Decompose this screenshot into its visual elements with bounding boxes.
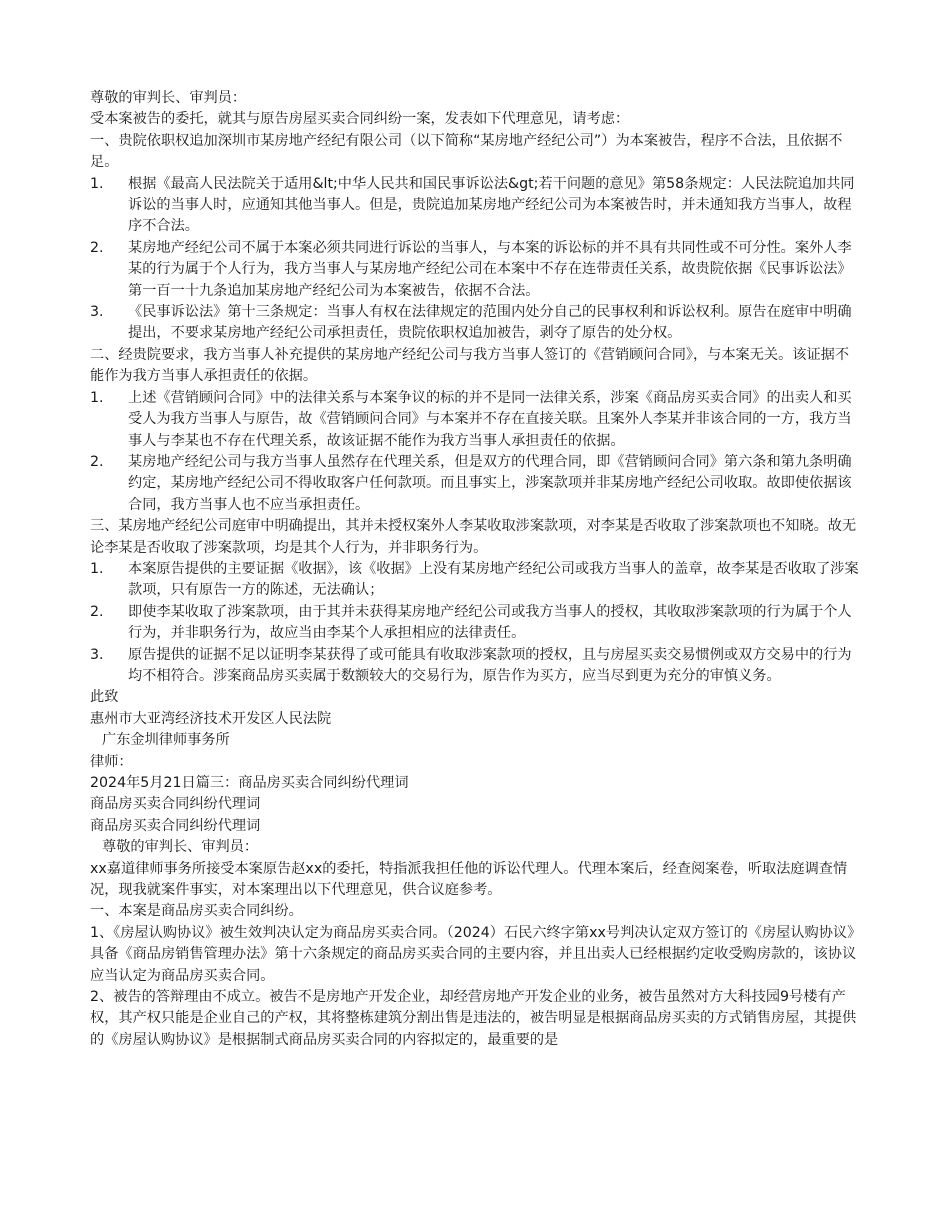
list-item bbox=[90, 602, 860, 645]
section-1-heading: 一、贵院依职权追加深圳市某房地产经纪有限公司（以下简称“某房地产经纪公司”）为本案被告，程序不合法，且依据不足。 bbox=[90, 132, 843, 171]
list-number: 2. bbox=[90, 603, 104, 620]
list-item bbox=[90, 452, 860, 516]
date-and-next-title: 2024年5月21日篇三：商品房买卖合同纠纷代理词 bbox=[90, 775, 409, 791]
list-text: 本案原告提供的主要证据《收据》，该《收据》上没有某房地产经纪公司或我方当事人的盖章，故李某是否收取了涉案款项，只有原告一方的陈述，无法确认； bbox=[128, 560, 859, 599]
list-item bbox=[90, 302, 860, 345]
list-number: 3. bbox=[90, 646, 104, 663]
list-item bbox=[90, 645, 860, 688]
list-number: 1. bbox=[90, 389, 104, 406]
list-text: 某房地产经纪公司与我方当事人虽然存在代理关系，但是双方的代理合同，即《营销顾问合同》第六条和第九条明确约定，某房地产经纪公司不得收取客户任何款项。而且事实上，涉案款项并非某房地产经纪公司收取。故即使依据该合同，我方当事人也不应当承担责任。 bbox=[128, 453, 852, 513]
list-text: 原告提供的证据不足以证明李某获得了或可能具有收取涉案款项的授权，且与房屋买卖交易惯例或双方交易中的行为均不相符合。涉案商品房买卖属于数额较大的交易行为，原告作为买方，应当尽到更为充分的审慎义务。 bbox=[128, 646, 852, 684]
list-number: 1. bbox=[90, 560, 104, 577]
law-firm-name: 广东金圳律师事务所 bbox=[102, 732, 230, 749]
section-heading: 一、本案是商品房买卖合同纠纷。 bbox=[90, 903, 303, 920]
intro-paragraph-2: xx嘉道律师事务所接受本案原告赵xx的委托，特指派我担任他的诉讼代理人。代理本案后，经查阅案卷，听取法庭调查情况，现我就案件事实，对本案理出以下代理意见，供合议庭参考。 bbox=[90, 860, 848, 899]
list-text: 根据《最高人民法院关于适用&lt;中华人民共和国民事诉讼法&gt;若干问题的意见》第58条规定：人民法院追加共同诉讼的当事人时，应通知其他当事人。但是，贵院追加某房地产经纪公司为本案被告时，并未通知我方当事人，故程序不合法。 bbox=[128, 175, 855, 235]
list-text: 《民事诉讼法》第十三条规定：当事人有权在法律规定的范围内处分自己的民事权利和诉讼权利。原告在庭审中明确提出，不要求某房地产经纪公司承担责任，贵院依职权追加被告，剥夺了原告的处分权。 bbox=[128, 304, 852, 342]
list-number: 2. bbox=[90, 239, 104, 256]
section-3-heading: 三、某房地产经纪公司庭审中明确提出，其并未授权案外人李某收取涉案款项，对李某是否收取了涉案款项也不知晓。故无论李某是否收取了涉案款项，均是其个人行为，并非职务行为。 bbox=[90, 518, 857, 556]
list-text: 上述《营销顾问合同》中的法律关系与本案争议的标的并不是同一法律关系，涉案《商品房买卖合同》的出卖人和买受人为我方当事人与原告，故《营销顾问合同》与本案并不存在直接关联。且案外人李某并非该合同的一方，我方当事人与李某也不存在代理关系，故该证据不能作为我方当事人承担责任的依据。 bbox=[128, 389, 852, 449]
list-item bbox=[90, 174, 860, 238]
salutation-2: 尊敬的审判长、审判员： bbox=[102, 839, 259, 856]
list-text: 即使李某收取了涉案款项，由于其并未获得某房地产经纪公司或我方当事人的授权，其收取涉案款项的行为属于个人行为，并非职务行为，故应当由李某个人承担相应的法律责任。 bbox=[128, 603, 852, 642]
intro-paragraph: 受本案被告的委托，就其与原告房屋买卖合同纠纷一案，发表如下代理意见，请考虑： bbox=[90, 111, 630, 128]
section-2-heading: 二、经贵院要求，我方当事人补充提供的某房地产经纪公司与我方当事人签订的《营销顾问合同》，与本案无关。该证据不能作为我方当事人承担责任的依据。 bbox=[90, 346, 850, 385]
list-item bbox=[90, 238, 860, 302]
salutation: 尊敬的审判长、审判员： bbox=[90, 90, 247, 106]
court-name: 惠州市大亚湾经济技术开发区人民法院 bbox=[90, 710, 332, 727]
body-paragraph: 2、被告的答辩理由不成立。被告不是房地产开发企业，却经营房地产开发企业的业务，被告虽然对方大科技园9号楼有产权，其产权只能是企业自己的产权，其将整栋建筑分割出售是违法的，被告明显是根据商品房买卖的方式销售房屋，其提供的《房屋认购协议》是根据制式商品房买卖合同的内容拟定的，最重要的是 bbox=[90, 989, 857, 1048]
lawyer-label: 律师： bbox=[90, 753, 133, 770]
list-item bbox=[90, 388, 860, 452]
closing-phrase: 此致 bbox=[90, 689, 119, 706]
list-item bbox=[90, 559, 860, 602]
list-number: 3. bbox=[90, 304, 104, 321]
list-number: 2. bbox=[90, 453, 104, 470]
document-title-repeat: 商品房买卖合同纠纷代理词 bbox=[90, 817, 261, 834]
list-text: 某房地产经纪公司不属于本案必须共同进行诉讼的当事人，与本案的诉讼标的并不具有共同性或不可分性。案外人李某的行为属于个人行为，我方当事人与某房地产经纪公司在本案中不存在连带责任关系，故贵院依据《民事诉讼法》第一百一十九条追加某房地产经纪公司为本案被告，依据不合法。 bbox=[128, 239, 852, 299]
body-paragraph: 1、《房屋认购协议》被生效判决认定为商品房买卖合同。（2024）石民六终字第xx号判决认定双方签订的《房屋认购协议》具备《商品房销售管理办法》第十六条规定的商品房买卖合同的主要内容，并且出卖人已经根据约定收受购房款的，该协议应当认定为商品房买卖合同。 bbox=[90, 924, 857, 984]
document-title: 商品房买卖合同纠纷代理词 bbox=[90, 796, 261, 813]
list-number: 1. bbox=[90, 175, 104, 192]
